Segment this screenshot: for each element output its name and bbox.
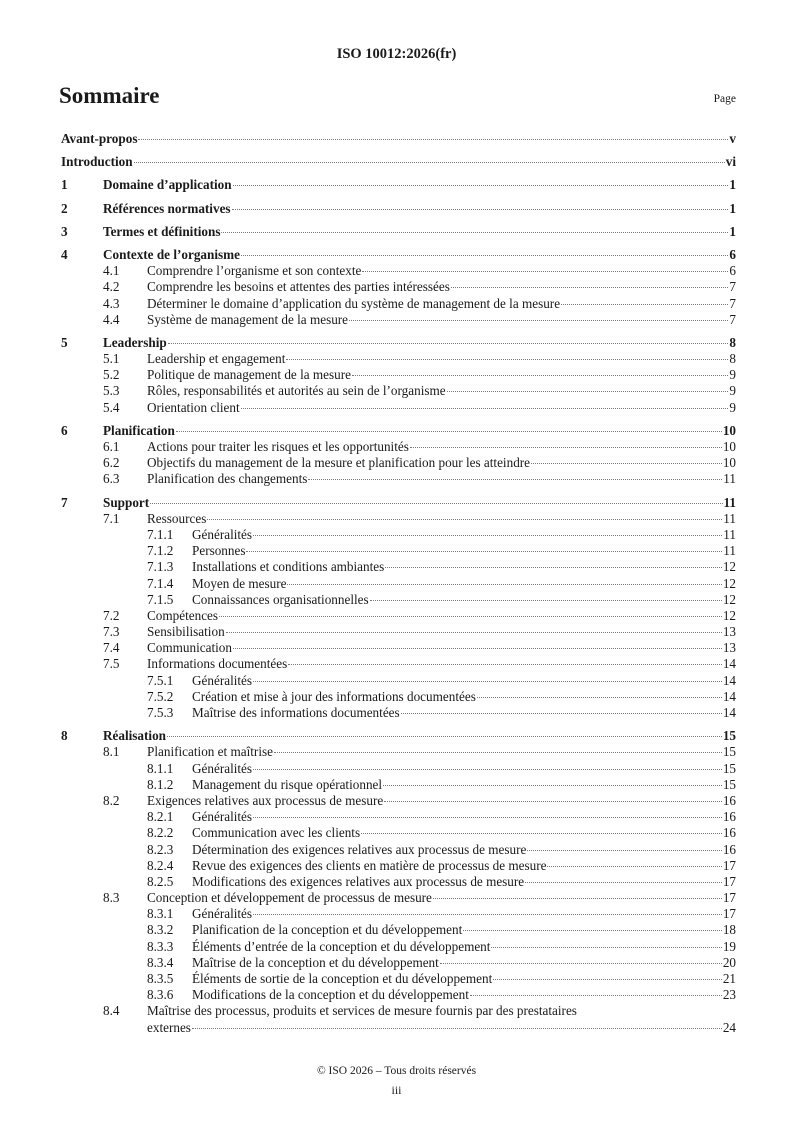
toc-entry-page: 13 bbox=[722, 624, 736, 640]
toc-entry-title: Détermination des exigences relatives aux processus de mesure bbox=[192, 841, 527, 857]
toc-entry-page: 11 bbox=[723, 510, 736, 526]
toc-entry-page: 10 bbox=[722, 455, 736, 471]
toc-entry[interactable] bbox=[61, 455, 736, 471]
toc-entry-number: 4.3 bbox=[103, 295, 120, 311]
toc-entry-title: Généralités bbox=[192, 760, 253, 776]
toc-entry-number: 5.3 bbox=[103, 383, 120, 399]
dot-leader bbox=[384, 801, 722, 802]
toc-entry-number: 7.1.4 bbox=[147, 575, 174, 591]
toc-entry[interactable] bbox=[61, 279, 736, 295]
dot-leader bbox=[447, 391, 729, 392]
dot-leader bbox=[440, 963, 722, 964]
toc-entry-page: 8 bbox=[729, 351, 736, 367]
toc-entry[interactable] bbox=[61, 858, 736, 874]
toc-entry-page: 8 bbox=[729, 334, 736, 350]
toc-entry-page: 16 bbox=[722, 792, 736, 808]
toc-entry-title: Système de management de la mesure bbox=[147, 311, 349, 327]
toc-entry[interactable] bbox=[61, 689, 736, 705]
toc-entry-title: Modifications des exigences relatives aux processus de mesure bbox=[192, 873, 525, 889]
toc-entry-number: 7.5.2 bbox=[147, 688, 174, 704]
toc-entry-page: 9 bbox=[729, 399, 736, 415]
toc-entry-page: 11 bbox=[723, 494, 736, 510]
toc-entry[interactable] bbox=[61, 728, 736, 744]
toc-entry-continuation bbox=[61, 1020, 736, 1036]
toc-entry-page: 10 bbox=[722, 439, 736, 454]
toc-entry-title-continued: externes bbox=[147, 1019, 191, 1035]
toc-entry-title: Management du risque opérationnel bbox=[192, 776, 383, 792]
page-column-label: Page bbox=[713, 93, 736, 105]
dot-leader bbox=[410, 447, 722, 448]
dot-leader bbox=[527, 850, 721, 851]
toc-entry-number: 8.3.2 bbox=[147, 922, 174, 938]
dot-leader bbox=[207, 519, 722, 520]
toc-entry-title: Orientation client bbox=[147, 399, 240, 415]
dot-leader bbox=[362, 271, 728, 272]
toc-entry-page: 21 bbox=[722, 971, 736, 986]
toc-entry-page: 10 bbox=[722, 422, 736, 438]
toc-entry[interactable] bbox=[61, 777, 736, 793]
toc-entry-number: 7.3 bbox=[103, 624, 120, 640]
toc-entry-title: Conception et développement de processus de mesure bbox=[147, 890, 432, 906]
toc-entry-page: 16 bbox=[722, 841, 736, 857]
toc-entry-number: 7.1.5 bbox=[147, 591, 174, 607]
toc-entry-title: Introduction bbox=[61, 154, 133, 170]
toc-entry-title: Moyen de mesure bbox=[192, 575, 287, 591]
toc-entry-page: 14 bbox=[722, 705, 736, 720]
dot-leader bbox=[253, 817, 722, 818]
toc-entry-page: 7 bbox=[729, 311, 736, 327]
toc-entry-number: 6.2 bbox=[103, 455, 120, 471]
toc-entry-page: 12 bbox=[722, 559, 736, 575]
toc-entry-title: Compétences bbox=[147, 607, 219, 623]
toc-entry-page: 14 bbox=[722, 688, 736, 704]
toc-entry-title: Informations documentées bbox=[147, 656, 288, 672]
toc-entry-page: 12 bbox=[722, 591, 736, 607]
toc-entry-title: Contexte de l’organisme bbox=[103, 246, 240, 262]
toc-entry[interactable] bbox=[61, 744, 736, 760]
toc-entry[interactable] bbox=[61, 383, 736, 399]
copyright-footer: © ISO 2026 – Tous droits réservés bbox=[316, 1065, 477, 1077]
toc-entry-number: 8 bbox=[61, 728, 68, 744]
dot-leader bbox=[274, 752, 722, 753]
dot-leader bbox=[383, 785, 722, 786]
toc-entry[interactable] bbox=[61, 825, 736, 841]
toc-entry[interactable] bbox=[61, 247, 736, 263]
toc-entry-title: Exigences relatives aux processus de mesure bbox=[147, 792, 384, 808]
toc-entry[interactable] bbox=[61, 761, 736, 777]
toc-entry-title: Politique de management de la mesure bbox=[147, 367, 351, 383]
dot-leader bbox=[219, 616, 722, 617]
toc-entry[interactable] bbox=[61, 922, 736, 938]
dot-leader bbox=[221, 232, 728, 233]
toc-entry-title: Revue des exigences des clients en matière de processus de mesure bbox=[192, 857, 547, 873]
toc-entry-number: 7.5 bbox=[103, 656, 120, 672]
toc-entry-number: 8.1 bbox=[103, 744, 120, 760]
toc-entry-title: Comprendre les besoins et attentes des parties intéressées bbox=[147, 279, 450, 295]
toc-entry[interactable] bbox=[61, 439, 736, 455]
toc-entry-number: 7.5.1 bbox=[147, 672, 174, 688]
toc-entry[interactable] bbox=[61, 543, 736, 559]
toc-entry-number: 8.3.3 bbox=[147, 938, 174, 954]
dot-leader bbox=[433, 898, 722, 899]
toc-entry-title: Leadership bbox=[103, 334, 167, 350]
toc-entry-title: Communication bbox=[147, 640, 232, 656]
toc-entry-page: 15 bbox=[722, 760, 736, 776]
toc-entry-number: 8.3.5 bbox=[147, 971, 174, 986]
toc-entry-title: Sensibilisation bbox=[147, 624, 225, 640]
toc-entry-title: Généralités bbox=[192, 526, 253, 542]
toc-entry-page: 15 bbox=[722, 744, 736, 760]
toc-entry-title: Leadership et engagement bbox=[147, 351, 286, 367]
dot-leader bbox=[531, 463, 722, 464]
dot-leader bbox=[491, 947, 721, 948]
toc-entry-page: 1 bbox=[729, 223, 736, 239]
toc-entry-page: 7 bbox=[729, 279, 736, 295]
toc-entry-number: 8.1.2 bbox=[147, 776, 174, 792]
toc-entry-page: 17 bbox=[722, 906, 736, 922]
toc-entry[interactable] bbox=[61, 673, 736, 689]
toc-entry-number: 8.3.1 bbox=[147, 906, 174, 922]
toc-entry-number: 8.2.5 bbox=[147, 873, 174, 889]
toc-entry-number: 4.4 bbox=[103, 311, 120, 327]
toc-entry-number: 1 bbox=[61, 177, 68, 193]
dot-leader bbox=[192, 1028, 722, 1029]
toc-entry[interactable] bbox=[61, 131, 736, 147]
toc-entry-number: 6.1 bbox=[103, 439, 120, 454]
toc-entry-page: 9 bbox=[729, 367, 736, 383]
toc-entry-number: 8.3 bbox=[103, 890, 120, 906]
dot-leader bbox=[385, 567, 722, 568]
dot-leader bbox=[233, 185, 729, 186]
toc-entry-page: 17 bbox=[722, 890, 736, 906]
toc-entry[interactable] bbox=[61, 154, 736, 170]
toc-entry-number: 8.3.4 bbox=[147, 954, 174, 970]
toc-entry-title: Éléments de sortie de la conception et du développement bbox=[192, 971, 493, 986]
toc-entry[interactable] bbox=[61, 423, 736, 439]
page-title: Sommaire bbox=[59, 83, 160, 108]
dot-leader bbox=[370, 600, 722, 601]
toc-entry[interactable] bbox=[61, 559, 736, 575]
toc-entry-number: 7.1 bbox=[103, 510, 120, 526]
toc-entry[interactable] bbox=[61, 576, 736, 592]
toc-entry[interactable] bbox=[61, 177, 736, 193]
toc-entry[interactable] bbox=[61, 471, 736, 487]
toc-entry-title: Avant-propos bbox=[61, 131, 138, 146]
dot-leader bbox=[287, 584, 721, 585]
toc-entry[interactable] bbox=[61, 400, 736, 416]
toc-entry-title: Planification et maîtrise bbox=[147, 744, 273, 760]
dot-leader bbox=[547, 866, 721, 867]
toc-entry-title: Maîtrise des informations documentées bbox=[192, 705, 400, 720]
toc-entry-title: Création et mise à jour des informations documentées bbox=[192, 688, 476, 704]
dot-leader bbox=[253, 914, 722, 915]
toc-entry-title: Réalisation bbox=[103, 728, 167, 744]
toc-entry-page: 18 bbox=[722, 922, 736, 938]
toc-entry-number: 7.1.1 bbox=[147, 526, 174, 542]
toc-entry-page: 17 bbox=[722, 857, 736, 873]
toc-entry[interactable] bbox=[61, 527, 736, 543]
toc-entry[interactable] bbox=[61, 335, 736, 351]
toc-entry-title: Actions pour traiter les risques et les opportunités bbox=[147, 439, 409, 454]
toc-entry-title: Ressources bbox=[147, 510, 207, 526]
toc-entry-title: Généralités bbox=[192, 809, 253, 825]
toc-entry-page: vi bbox=[725, 154, 736, 170]
dot-leader bbox=[525, 882, 722, 883]
toc-entry[interactable] bbox=[61, 705, 736, 721]
toc-entry-page: 11 bbox=[723, 543, 736, 559]
toc-entry-page: 1 bbox=[729, 200, 736, 216]
dot-leader bbox=[352, 375, 728, 376]
toc-entry[interactable] bbox=[61, 201, 736, 217]
dot-leader bbox=[226, 632, 722, 633]
toc-entry-number: 5 bbox=[61, 334, 68, 350]
toc-entry-number: 5.1 bbox=[103, 351, 120, 367]
dot-leader bbox=[286, 359, 728, 360]
toc-entry-number: 2 bbox=[61, 200, 68, 216]
toc-entry-title: Communication avec les clients bbox=[192, 825, 361, 841]
toc-entry[interactable] bbox=[61, 656, 736, 672]
toc-entry-page: 9 bbox=[729, 383, 736, 399]
toc-entry-page: 19 bbox=[722, 938, 736, 954]
dot-leader bbox=[463, 930, 722, 931]
toc-entry-page: 13 bbox=[722, 640, 736, 656]
toc-entry-title: Rôles, responsabilités et autorités au sein de l’organisme bbox=[147, 383, 446, 399]
toc-entry-number: 7.2 bbox=[103, 607, 120, 623]
table-of-contents bbox=[61, 131, 736, 1036]
toc-entry-number: 8.2.2 bbox=[147, 825, 174, 841]
toc-entry-page: 6 bbox=[729, 263, 736, 279]
toc-entry[interactable] bbox=[61, 793, 736, 809]
toc-entry[interactable] bbox=[61, 842, 736, 858]
toc-entry-title: Références normatives bbox=[103, 200, 231, 216]
toc-entry-number: 8.4 bbox=[103, 1003, 120, 1019]
toc-entry[interactable] bbox=[61, 955, 736, 971]
dot-leader bbox=[477, 697, 722, 698]
toc-entry-title: Personnes bbox=[192, 543, 246, 559]
toc-entry-title: Support bbox=[103, 494, 150, 510]
document-header: ISO 10012:2026(fr) bbox=[336, 46, 457, 62]
dot-leader bbox=[288, 664, 722, 665]
dot-leader bbox=[253, 535, 722, 536]
toc-entry[interactable] bbox=[61, 263, 736, 279]
toc-entry-number: 8.2.3 bbox=[147, 841, 174, 857]
dot-leader bbox=[493, 979, 722, 980]
toc-entry-title: Modifications de la conception et du développement bbox=[192, 987, 469, 1003]
dot-leader bbox=[253, 681, 722, 682]
toc-entry-page: 15 bbox=[722, 776, 736, 792]
dot-leader bbox=[470, 995, 722, 996]
dot-leader bbox=[176, 431, 722, 432]
toc-entry-title: Maîtrise de la conception et du développement bbox=[192, 954, 439, 970]
toc-entry-page: 12 bbox=[722, 575, 736, 591]
toc-entry-title: Généralités bbox=[192, 672, 253, 688]
toc-entry-title: Généralités bbox=[192, 906, 253, 922]
toc-entry-number: 6 bbox=[61, 422, 68, 438]
toc-entry-number: 8.2.4 bbox=[147, 857, 174, 873]
toc-entry[interactable] bbox=[61, 809, 736, 825]
toc-entry-title: Planification bbox=[103, 422, 175, 438]
toc-entry-page: 7 bbox=[729, 295, 736, 311]
toc-entry[interactable] bbox=[61, 640, 736, 656]
toc-entry[interactable] bbox=[61, 624, 736, 640]
toc-entry-number: 8.3.6 bbox=[147, 987, 174, 1003]
toc-entry-page: 11 bbox=[723, 526, 736, 542]
toc-entry-page: 16 bbox=[722, 809, 736, 825]
dot-leader bbox=[361, 833, 722, 834]
toc-entry-number: 8.2.1 bbox=[147, 809, 174, 825]
toc-entry-number: 5.4 bbox=[103, 399, 120, 415]
dot-leader bbox=[134, 162, 725, 163]
toc-entry-number: 7.1.3 bbox=[147, 559, 174, 575]
dot-leader bbox=[138, 139, 728, 140]
toc-entry-title: Maîtrise des processus, produits et services de mesure fournis par des prestataires bbox=[147, 1003, 577, 1019]
toc-entry-title: Éléments d’entrée de la conception et du développement bbox=[192, 938, 491, 954]
toc-entry-page: 11 bbox=[723, 471, 736, 487]
toc-entry-title: Comprendre l’organisme et son contexte bbox=[147, 263, 362, 279]
toc-entry-number: 5.2 bbox=[103, 367, 120, 383]
toc-entry[interactable] bbox=[61, 971, 736, 987]
toc-entry[interactable] bbox=[61, 367, 736, 383]
dot-leader bbox=[308, 479, 722, 480]
dot-leader bbox=[232, 209, 729, 210]
toc-entry[interactable] bbox=[61, 608, 736, 624]
toc-entry-title: Objectifs du management de la mesure et planification pour les atteindre bbox=[147, 455, 531, 471]
toc-entry-page: 12 bbox=[722, 607, 736, 623]
toc-entry-page: 14 bbox=[722, 672, 736, 688]
toc-entry-number: 8.1.1 bbox=[147, 760, 174, 776]
toc-entry-title: Planification de la conception et du développement bbox=[192, 922, 463, 938]
toc-entry-number: 7.4 bbox=[103, 640, 120, 656]
toc-entry-page: 24 bbox=[722, 1019, 736, 1035]
toc-entry-title: Déterminer le domaine d’application du système de management de la mesure bbox=[147, 295, 561, 311]
toc-entry-number: 7.5.3 bbox=[147, 705, 174, 720]
toc-entry-page: 1 bbox=[729, 177, 736, 193]
toc-entry-number: 4.1 bbox=[103, 263, 120, 279]
toc-entry-number: 4 bbox=[61, 246, 68, 262]
toc-entry-number: 4.2 bbox=[103, 279, 120, 295]
toc-entry[interactable] bbox=[61, 874, 736, 890]
toc-entry-number: 3 bbox=[61, 223, 68, 239]
toc-entry[interactable] bbox=[61, 939, 736, 955]
dot-leader bbox=[451, 287, 729, 288]
toc-entry-title: Termes et définitions bbox=[103, 223, 221, 239]
dot-leader bbox=[233, 648, 722, 649]
toc-entry-page: 15 bbox=[722, 728, 736, 744]
toc-entry-page: 17 bbox=[722, 873, 736, 889]
dot-leader bbox=[349, 320, 728, 321]
toc-entry-number: 7 bbox=[61, 494, 68, 510]
toc-entry[interactable] bbox=[61, 296, 736, 312]
toc-entry[interactable] bbox=[61, 351, 736, 367]
toc-entry-page: 23 bbox=[722, 987, 736, 1003]
dot-leader bbox=[401, 713, 722, 714]
toc-entry-number: 6.3 bbox=[103, 471, 120, 487]
dot-leader bbox=[253, 769, 722, 770]
dot-leader bbox=[241, 255, 728, 256]
toc-entry[interactable] bbox=[61, 511, 736, 527]
toc-entry-page: 16 bbox=[722, 825, 736, 841]
toc-entry[interactable] bbox=[61, 224, 736, 240]
dot-leader bbox=[241, 408, 729, 409]
toc-entry-page: 6 bbox=[729, 246, 736, 262]
toc-entry[interactable] bbox=[61, 906, 736, 922]
dot-leader bbox=[561, 304, 728, 305]
toc-entry-title: Installations et conditions ambiantes bbox=[192, 559, 385, 575]
dot-leader bbox=[168, 343, 729, 344]
toc-entry-title: Planification des changements bbox=[147, 471, 308, 487]
toc-entry-number: 7.1.2 bbox=[147, 543, 174, 559]
dot-leader bbox=[150, 503, 722, 504]
toc-entry[interactable] bbox=[61, 1003, 736, 1019]
toc-entry-page: 14 bbox=[722, 656, 736, 672]
toc-entry[interactable] bbox=[61, 495, 736, 511]
toc-entry-title: Domaine d’application bbox=[103, 177, 232, 193]
toc-entry[interactable] bbox=[61, 987, 736, 1003]
toc-entry-number: 8.2 bbox=[103, 792, 120, 808]
toc-entry[interactable] bbox=[61, 890, 736, 906]
dot-leader bbox=[246, 551, 722, 552]
toc-entry[interactable] bbox=[61, 592, 736, 608]
toc-entry[interactable] bbox=[61, 312, 736, 328]
toc-entry-page: 20 bbox=[722, 954, 736, 970]
toc-entry-title: Connaissances organisationnelles bbox=[192, 591, 369, 607]
toc-entry-page: v bbox=[729, 131, 736, 146]
dot-leader bbox=[167, 736, 722, 737]
page-number: iii bbox=[391, 1083, 402, 1097]
